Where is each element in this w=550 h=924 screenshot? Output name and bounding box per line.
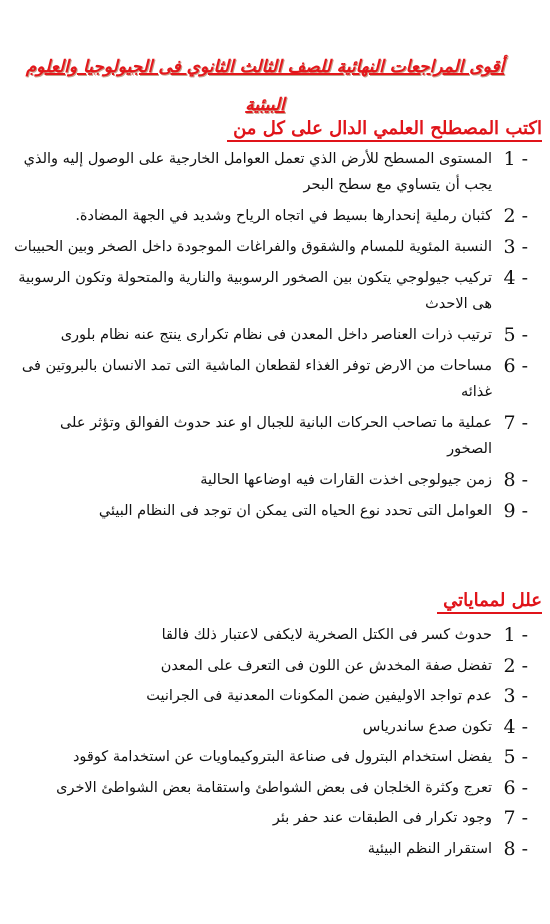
item-number: 7 -	[503, 412, 528, 434]
item-text: ترتيب ذرات العناصر داخل المعدن فى نظام تكرارى ينتج عنه نظام بلورى	[60, 327, 492, 343]
item-number: 5 -	[503, 746, 528, 768]
item-text: العوامل التى تحدد نوع الحياه التى يمكن ان توجد فى النظام البيئي	[98, 503, 492, 519]
list-item	[14, 410, 550, 462]
item-number: 5 -	[503, 324, 528, 346]
item-text: المستوى المسطح للأرض الذي تعمل العوامل الخارجية على الوصول إليه والذي يجب أن يتساوي مع سطح البحر	[23, 151, 492, 193]
item-text: زمن جيولوجى اخذت القارات فيه اوضاعها الحالية	[200, 472, 492, 488]
item-text: تفضل صفة المخدش عن اللون فى التعرف على المعدن	[160, 657, 492, 674]
item-text: استقرار النظم البيئية	[367, 840, 492, 857]
item-text: عدم تواجد الاوليفين ضمن المكونات المعدنية فى الجرانيت	[146, 688, 492, 704]
item-text: تكون صدع ساندرياس	[362, 718, 492, 735]
item-number: 8 -	[503, 469, 528, 491]
list-item	[14, 836, 550, 862]
section-heading-terms: اكتب المصطلح العلمي الدال على كل من	[227, 118, 542, 142]
item-number: 7 -	[503, 807, 528, 829]
list-item	[14, 775, 550, 801]
item-number: 4 -	[503, 267, 528, 289]
list-item	[14, 265, 550, 317]
page-title: أقوى المراجعات النهائية للصف الثالث الثانوي فى الجيولوجيا والعلوم البيئية	[25, 57, 505, 115]
item-text: كثبان رملية إنحدارها بسيط في اتجاه الرياح وشديد في الجهة المضادة.	[75, 208, 492, 224]
item-number: 3 -	[503, 236, 528, 258]
list-item	[14, 805, 550, 831]
item-number: 8 -	[503, 837, 528, 860]
item-text: حدوث كسر فى الكتل الصخرية لايكفى لاعتبار ذلك فالقا	[161, 627, 492, 643]
list-item	[14, 146, 550, 198]
list-item	[14, 744, 550, 770]
item-number: 2 -	[503, 654, 528, 677]
list-item	[14, 622, 550, 648]
item-number: 1 -	[503, 624, 528, 646]
item-text: مساحات من الارض توفر الغذاء لقطعان الماشية التى تمد الانسان بالبروتين فى غذائه	[21, 358, 492, 400]
list-item	[14, 498, 550, 524]
list-item	[14, 203, 550, 229]
item-text: تركيب جيولوجي يتكون بين الصخور الرسوبية والنارية والمتحولة وتكون الرسوبية هى الاحدث	[18, 270, 492, 312]
item-number: 4 -	[503, 715, 528, 738]
explain-question-list	[14, 622, 550, 866]
section-heading-explain: علل لمماياتي	[437, 590, 542, 614]
item-text: عملية ما تصاحب الحركات البانية للجبال او عند حدوث الفوالق وتؤثر على الصخور	[59, 415, 492, 457]
item-text: وجود تكرار فى الطبقات عند حفر بئر	[272, 810, 492, 826]
item-number: 1 -	[503, 148, 528, 170]
terms-question-list	[14, 146, 550, 529]
list-item	[14, 353, 550, 405]
item-text: يفضل استخدام البترول فى صناعة البتروكيماويات عن استخدامة كوقود	[72, 749, 492, 765]
item-number: 9 -	[503, 500, 528, 522]
list-item	[14, 467, 550, 493]
item-number: 3 -	[503, 685, 528, 707]
item-text: النسبة المئوية للمسام والشقوق والفراغات الموجودة داخل الصخر وبين الحبيبات	[14, 239, 492, 255]
item-text: تعرج وكثرة الخلجان فى بعض الشواطئ واستقامة بعض الشواطئ الاخرى	[56, 779, 492, 796]
item-number: 6 -	[503, 355, 528, 377]
list-item	[14, 322, 550, 348]
list-item	[14, 234, 550, 260]
item-number: 6 -	[503, 776, 528, 799]
item-number: 2 -	[503, 205, 528, 227]
list-item	[14, 653, 550, 679]
list-item	[14, 683, 550, 709]
list-item	[14, 714, 550, 740]
